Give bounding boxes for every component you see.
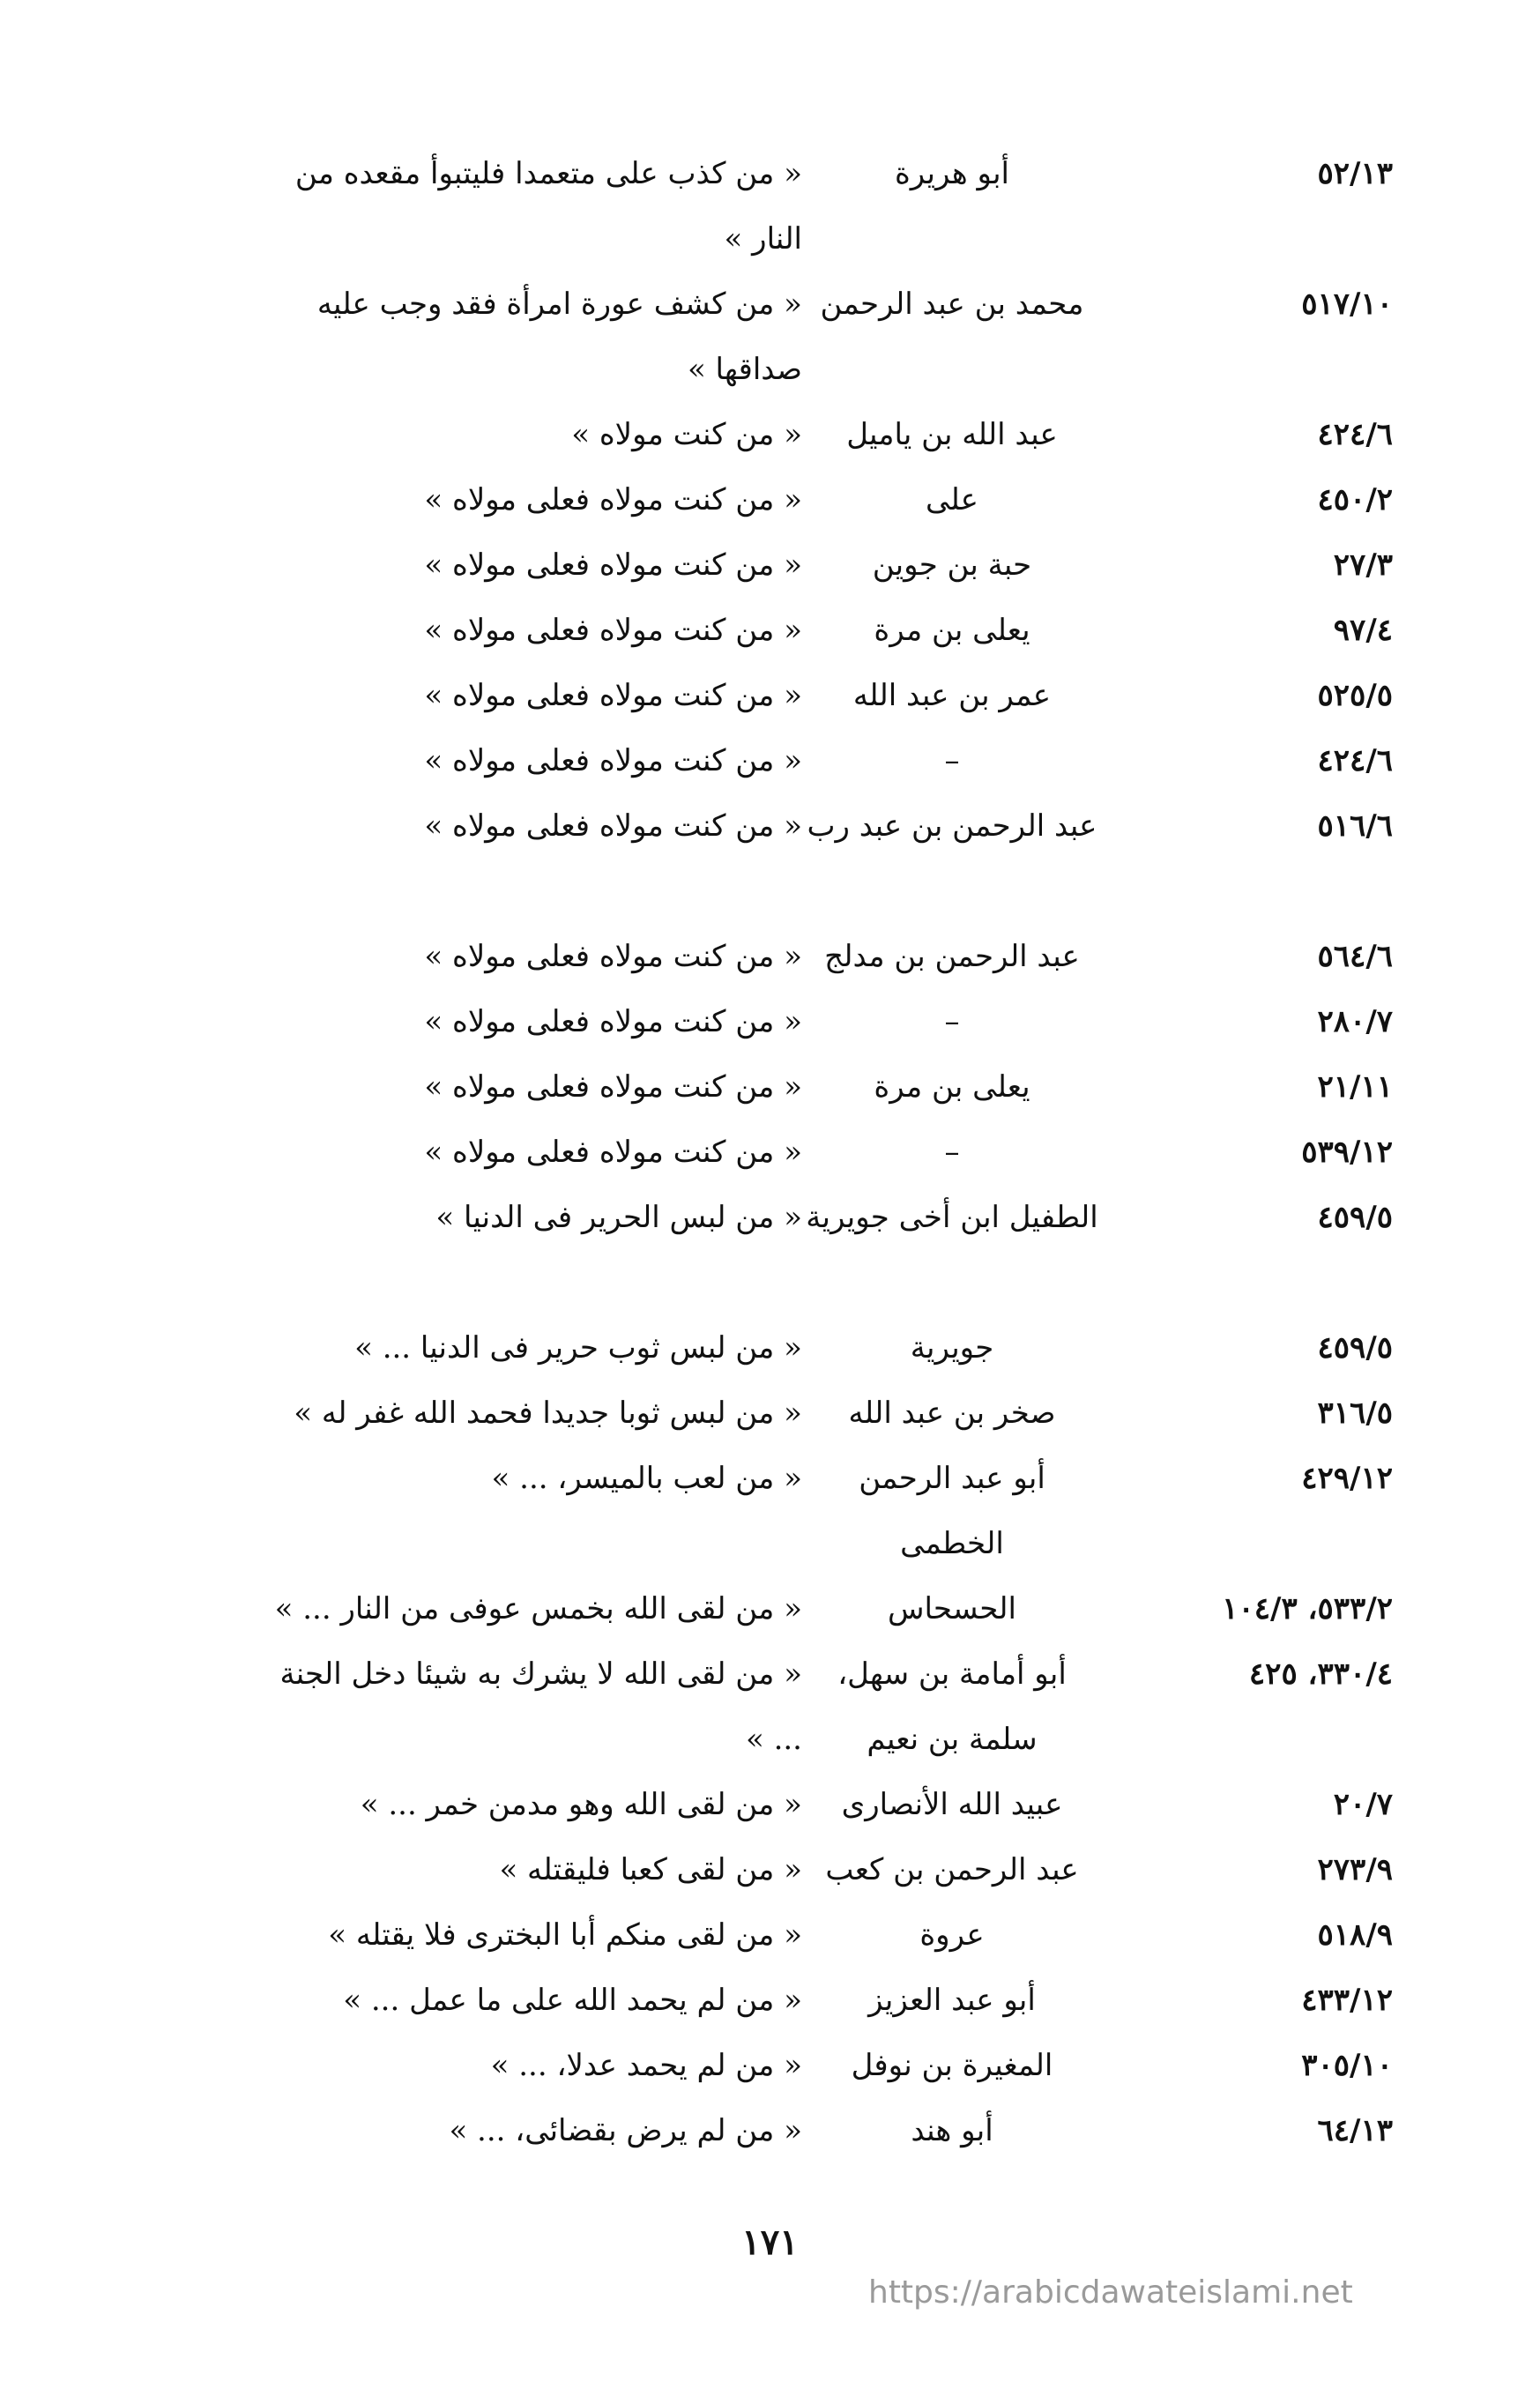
volume-page-reference: ٥١٨/٩ (1317, 1917, 1393, 1953)
index-entry (256, 272, 1410, 402)
narrator-name: عمر بن عبد الله (852, 678, 1052, 713)
index-entry (256, 924, 1410, 989)
volume-page-reference: ٤٢٤/٦ (1317, 417, 1393, 452)
narrator-name: الحسحاس (888, 1591, 1016, 1626)
volume-page-reference: ٢١/١١ (1317, 1069, 1393, 1105)
hadith-text: « من كذب على متعمدا فليتبوأ مقعده من النار » (294, 156, 802, 257)
narrator-name: عبد الرحمن بن كعب (825, 1852, 1079, 1887)
volume-page-reference: ٢٠/٧ (1333, 1787, 1393, 1822)
hadith-text: « من لبس الحرير فى الدنيا » (435, 1200, 802, 1235)
narrator-name: أبو هريرة (894, 156, 1009, 191)
volume-page-reference: ٤٢٤/٦ (1317, 743, 1393, 778)
hadith-text: « من كشف عورة امرأة فقد وجب عليه صداقها » (316, 287, 802, 387)
narrator-name: أبو عبد العزيز (868, 1983, 1036, 2018)
hadith-text: « من لقى كعبا فليقتله » (499, 1852, 802, 1887)
narrator-name: جويرية (910, 1330, 994, 1366)
hadith-text: « من كنت مولاه فعلى مولاه » (424, 939, 802, 974)
volume-page-reference: ٢٧٣/٩ (1317, 1852, 1393, 1887)
hadith-text: « من كنت مولاه فعلى مولاه » (424, 613, 802, 648)
volume-page-reference: ٣١٦/٥ (1317, 1396, 1393, 1431)
narrator-name: عبد الرحمن بن مدلج (824, 939, 1080, 974)
narrator-name: أبو هند (911, 2113, 993, 2148)
volume-page-reference: ٤٢٩/١٢ (1301, 1461, 1393, 1496)
volume-page-reference: ٥٢/١٣ (1317, 156, 1393, 191)
narrator-name: عروة (919, 1917, 985, 1953)
hadith-text: « من لبس ثوبا جديدا فحمد الله غفر له » (294, 1396, 802, 1431)
index-entry (256, 402, 1410, 467)
volume-page-reference: ٥١٦/٦ (1317, 808, 1393, 844)
index-entry (256, 1968, 1410, 2033)
volume-page-reference: ٥٢٥/٥ (1317, 678, 1393, 713)
index-entry (256, 1837, 1410, 1902)
narrator-name: صخر بن عبد الله (848, 1396, 1056, 1431)
hadith-text: « من كنت مولاه فعلى مولاه » (424, 743, 802, 778)
page-number: ١٧١ (741, 2222, 799, 2263)
hadith-text: « من لقى الله وهو مدمن خمر ... » (360, 1787, 802, 1822)
hadith-text: « من لبس ثوب حرير فى الدنيا ... » (354, 1330, 802, 1366)
volume-page-reference: ٤٥٩/٥ (1317, 1200, 1393, 1235)
narrator-name: يعلى بن مرة (874, 613, 1030, 648)
volume-page-reference: ٣٣٠/٤، ٤٢٥ (1248, 1656, 1393, 1692)
index-entry (256, 793, 1410, 924)
index-entry (256, 1381, 1410, 1446)
hadith-text: « من كنت مولاه » (571, 417, 802, 452)
index-entry (256, 1315, 1410, 1381)
hadith-text: « من لقى الله بخمس عوفى من النار ... » (274, 1591, 802, 1626)
hadith-text: « من كنت مولاه فعلى مولاه » (424, 808, 802, 844)
narrator-name: – (944, 1004, 960, 1039)
narrator-name: حبة بن جوين (872, 547, 1032, 583)
index-entry (256, 1772, 1410, 1837)
narrator-name: عبيد الله الأنصارى (841, 1787, 1063, 1822)
volume-page-reference: ٢٧/٣ (1333, 547, 1393, 583)
narrator-name: أبو عبد الرحمن الخطمى (859, 1461, 1045, 1561)
hadith-text: « من كنت مولاه فعلى مولاه » (424, 547, 802, 583)
volume-page-reference: ٤٣٣/١٢ (1301, 1983, 1393, 2018)
hadith-text: « من لم يحمد الله على ما عمل ... » (343, 1983, 802, 2018)
hadith-text: « من لقى الله لا يشرك به شيئا دخل الجنة ... » (279, 1656, 802, 1757)
hadith-text: « من لعب بالميسر، ... » (491, 1461, 802, 1496)
index-entry (256, 141, 1410, 272)
index-entry (256, 989, 1410, 1054)
narrator-name: – (944, 743, 960, 778)
narrator-name: على (926, 482, 978, 517)
volume-page-reference: ٤٥٠/٢ (1317, 482, 1393, 517)
volume-page-reference: ٩٧/٤ (1333, 613, 1393, 648)
hadith-index-list (256, 141, 1410, 2163)
index-entry (256, 1185, 1410, 1315)
hadith-text: « من لقى منكم أبا البخترى فلا يقتله » (328, 1917, 802, 1953)
volume-page-reference: ٥٦٤/٦ (1317, 939, 1393, 974)
narrator-name: الطفيل ابن أخى جويرية (806, 1200, 1098, 1235)
index-entry (256, 728, 1410, 793)
volume-page-reference: ٢٨٠/٧ (1317, 1004, 1393, 1039)
index-entry (256, 1641, 1410, 1772)
narrator-name: يعلى بن مرة (874, 1069, 1030, 1105)
narrator-name: عبد الله بن ياميل (846, 417, 1058, 452)
hadith-text: « من لم يحمد عدلا، ... » (490, 2048, 802, 2083)
index-entry (256, 1446, 1410, 1576)
volume-page-reference: ٣٠٥/١٠ (1301, 2048, 1393, 2083)
hadith-text: « من كنت مولاه فعلى مولاه » (424, 678, 802, 713)
narrator-name: – (944, 1135, 960, 1170)
index-entry (256, 532, 1410, 598)
index-entry (256, 1902, 1410, 1968)
narrator-name: عبد الرحمن بن عبد رب (807, 808, 1097, 844)
index-entry (256, 1054, 1410, 1120)
index-entry (256, 467, 1410, 532)
hadith-text: « من لم يرض بقضائى، ... » (449, 2113, 802, 2148)
index-entry (256, 1576, 1410, 1641)
hadith-text: « من كنت مولاه فعلى مولاه » (424, 1004, 802, 1039)
narrator-name: أبو أمامة بن سهل، سلمة بن نعيم (837, 1656, 1067, 1757)
volume-page-reference: ٦٤/١٣ (1317, 2113, 1393, 2148)
hadith-text: « من كنت مولاه فعلى مولاه » (424, 482, 802, 517)
hadith-text: « من كنت مولاه فعلى مولاه » (424, 1069, 802, 1105)
narrator-name: محمد بن عبد الرحمن (820, 287, 1084, 322)
volume-page-reference: ٥٣٩/١٢ (1301, 1135, 1393, 1170)
volume-page-reference: ٥٣٣/٢، ١٠٤/٣ (1222, 1591, 1393, 1626)
watermark-url[interactable]: https://arabicdawateislami.net (868, 2274, 1353, 2311)
index-entry (256, 2098, 1410, 2163)
index-entry (256, 1120, 1410, 1185)
narrator-name: المغيرة بن نوفل (851, 2048, 1053, 2083)
index-entry (256, 2033, 1410, 2098)
index-entry (256, 663, 1410, 728)
volume-page-reference: ٤٥٩/٥ (1317, 1330, 1393, 1366)
index-entry (256, 598, 1410, 663)
volume-page-reference: ٥١٧/١٠ (1301, 287, 1393, 322)
hadith-text: « من كنت مولاه فعلى مولاه » (424, 1135, 802, 1170)
